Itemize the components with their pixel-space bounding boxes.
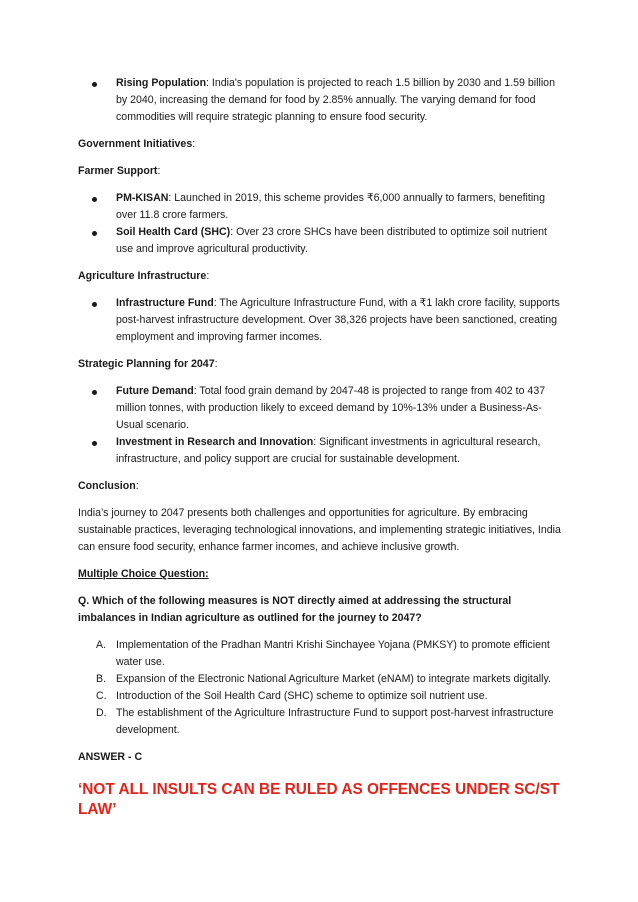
bullet-text: : The Agriculture Infrastructure Fund, with a ₹1 lakh crore facility, supports post-harvest infrastructure development. Over 38,326 projects have been sanctioned, creating employment and improving farmer incomes. <box>116 297 560 343</box>
list-item <box>78 224 563 258</box>
bullet-text: : Significant investments in agricultural research, infrastructure, and policy support are crucial for sustainable development. <box>116 436 541 465</box>
farmer-support-list <box>78 190 563 258</box>
bullet-term: Soil Health Card (SHC) <box>116 226 231 238</box>
bullet-icon <box>92 231 97 236</box>
option-text: Implementation of the Pradhan Mantri Krishi Sinchayee Yojana (PMKSY) to promote efficient water use. <box>116 639 550 668</box>
bullet-term: PM-KISAN <box>116 192 169 204</box>
page-content <box>78 75 563 820</box>
option-item <box>78 671 563 688</box>
list-item <box>78 295 563 346</box>
answer-line: ANSWER - C <box>78 751 143 763</box>
bullet-icon <box>92 82 97 87</box>
bullet-term: Infrastructure Fund <box>116 297 214 309</box>
section-heading-strategic-planning: Strategic Planning for 2047: <box>78 358 218 370</box>
bullet-text: : Launched in 2019, this scheme provides ₹6,000 annually to farmers, benefiting over 11.8 crore farmers. <box>116 192 545 221</box>
bullet-term: Investment in Research and Innovation <box>116 436 314 448</box>
option-text: Introduction of the Soil Health Card (SHC) scheme to optimize soil nutrient use. <box>116 690 488 702</box>
list-item <box>78 75 563 126</box>
option-letter: A. <box>96 639 107 651</box>
bullet-term: Future Demand <box>116 385 194 397</box>
bullet-text: : India's population is projected to reach 1.5 billion by 2030 and 1.59 billion by 2040, increasing the demand for food by 2.85% annually. The varying demand for food commodities will require strategic planning to ensure food security. <box>116 77 555 123</box>
option-text: The establishment of the Agriculture Infrastructure Fund to support post-harvest infrastructure development. <box>116 707 554 736</box>
conclusion-paragraph: India’s journey to 2047 presents both challenges and opportunities for agriculture. By embracing sustainable practices, leveraging technological innovations, and implementing strategic initiatives, India can ensure food security, enhance farmer incomes, and achieve inclusive growth. <box>78 507 561 553</box>
bullet-icon <box>92 197 97 202</box>
option-item <box>78 705 563 739</box>
option-letter: D. <box>96 707 107 719</box>
bullet-icon <box>92 390 97 395</box>
rising-population-list <box>78 75 563 126</box>
infrastructure-list <box>78 295 563 346</box>
section-heading-government: Government Initiatives: <box>78 138 196 150</box>
list-item <box>78 190 563 224</box>
bullet-text: : Over 23 crore SHCs have been distributed to optimize soil nutrient use and improve agricultural productivity. <box>116 226 547 255</box>
section-heading-agriculture-infrastructure: Agriculture Infrastructure: <box>78 270 210 282</box>
bullet-term: Rising Population <box>116 77 207 89</box>
question-text: Q. Which of the following measures is NOT directly aimed at addressing the structural imbalances in Indian agriculture as outlined for the journey to 2047? <box>78 595 512 624</box>
answer-options <box>78 637 563 739</box>
section-heading-farmer-support: Farmer Support: <box>78 165 161 177</box>
next-article-title: ‘NOT ALL INSULTS CAN BE RULED AS OFFENCES UNDER SC/ST LAW’ <box>78 781 560 818</box>
option-letter: B. <box>96 673 107 685</box>
list-item <box>78 383 563 434</box>
section-heading-conclusion: Conclusion: <box>78 480 139 492</box>
option-item <box>78 637 563 671</box>
bullet-text: : Total food grain demand by 2047-48 is projected to range from 402 to 437 million tonnes, with production likely to exceed demand by 10%-13% under a Business-As-Usual scenario. <box>116 385 546 431</box>
strategic-planning-list <box>78 383 563 468</box>
option-text: Expansion of the Electronic National Agriculture Market (eNAM) to integrate markets digitally. <box>116 673 551 685</box>
bullet-icon <box>92 441 97 446</box>
list-item <box>78 434 563 468</box>
option-item <box>78 688 563 705</box>
bullet-icon <box>92 302 97 307</box>
mcq-heading: Multiple Choice Question: <box>78 568 209 580</box>
option-letter: C. <box>96 690 107 702</box>
